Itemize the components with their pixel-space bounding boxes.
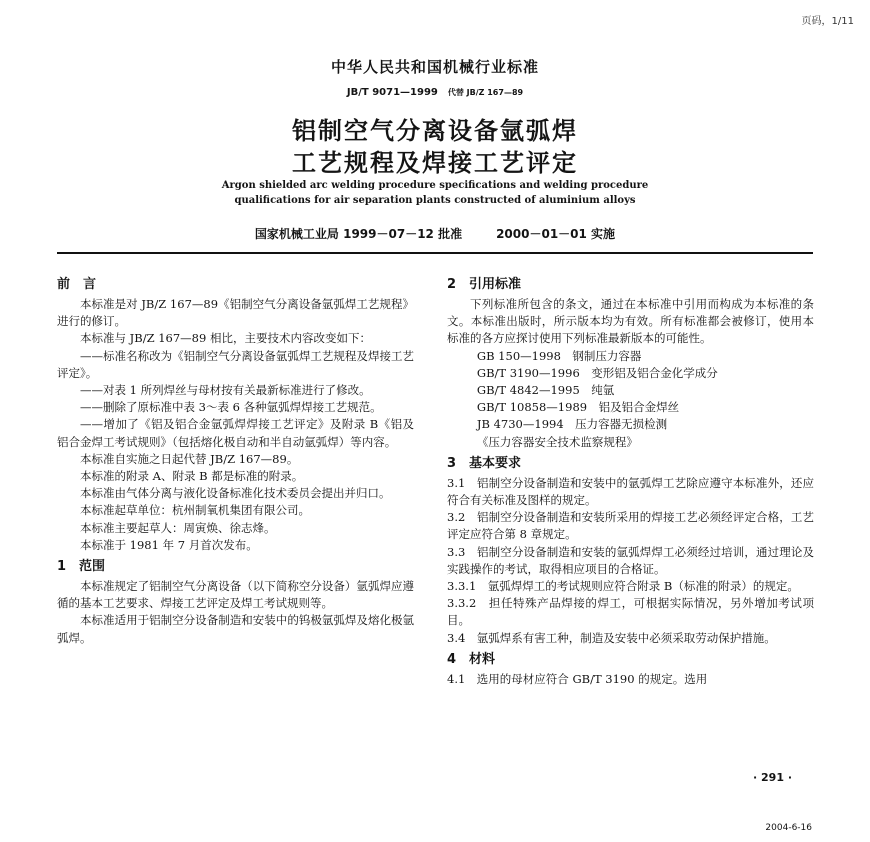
references-intro: 下列标准所包含的条文，通过在本标准中引用而构成为本标准的条文。本标准出版时，所示版本均为有效。所有标准都会被修订，使用本标准的各方应探讨使用下列标准最新版本的可能性。: [447, 297, 814, 346]
clause-3-1: 3.1 铝制空分设备制造和安装中的氩弧焊工艺除应遵守本标准外，还应符合有关标准及图样的规定。: [447, 475, 814, 508]
foreword-paragraph: 本标准自实施之日起代替 JB/Z 167—89。: [80, 451, 299, 466]
page-number: · 291 ·: [753, 771, 792, 784]
foreword-paragraph: 本标准于 1981 年 7 月首次发布。: [80, 537, 258, 552]
section-2-heading: 2 引用标准: [447, 277, 522, 292]
section-1-heading: 1 范围: [57, 559, 106, 575]
approval-dates: [0, 225, 870, 242]
reference-item: GB/T 4842—1995 纯氩: [476, 383, 615, 398]
clause-4-1: 4.1 选用的母材应符合 GB/T 3190 的规定。选用: [447, 671, 708, 686]
left-column: [57, 272, 414, 647]
reference-item: JB 4730—1994 压力容器无损检测: [476, 417, 668, 432]
foreword-paragraph: 本标准主要起草人：周寅焕、徐志烽。: [80, 520, 276, 535]
foreword-paragraph: ——增加了《铝及铝合金氩弧焊焊接工艺评定》及附录 B《铝及铝合金焊工考试规则》（包括熔化极自动和半自动氩弧焊）等内容。: [57, 417, 414, 449]
approval-date: 国家机械工业局 1999－07－12 批准: [254, 227, 463, 241]
footer-date: 2004-6-16: [765, 823, 812, 833]
page-indicator: 页码，1/11: [801, 16, 854, 27]
foreword-paragraph: ——删除了原标准中表 3～表 6 各种氩弧焊焊接工艺规范。: [80, 400, 382, 415]
foreword-paragraph: 本标准由气体分离与液化设备标准化技术委员会提出并归口。: [80, 486, 391, 501]
foreword-paragraph: ——标准名称改为《铝制空气分离设备氩弧焊工艺规程及焊接工艺评定》。: [57, 348, 414, 380]
clause-3-4: 3.4 氩弧焊系有害工种，制造及安装中必须采取劳动保护措施。: [447, 630, 776, 645]
reference-item: GB/T 3190—1996 变形铝及铝合金化学成分: [476, 365, 718, 380]
standard-code-line: [0, 87, 870, 98]
english-title-line-2: qualifications for air separation plants constructed of aluminium alloys: [234, 195, 636, 206]
right-column: [447, 272, 814, 688]
title-line-2: 工艺规程及焊接工艺评定: [292, 149, 578, 177]
foreword-paragraph: 本标准的附录 A、附录 B 都是标准的附录。: [80, 469, 304, 484]
foreword-paragraph: 本标准起草单位：杭州制氧机集团有限公司。: [80, 503, 310, 518]
header-divider: [57, 252, 813, 254]
scope-paragraph: 本标准适用于铝制空分设备制造和安装中的钨极氩弧焊及熔化极氩弧焊。: [57, 613, 414, 645]
clause-3-3-1: 3.3.1 氩弧焊焊工的考试规则应符合附录 B（标准的附录）的规定。: [447, 579, 799, 594]
clause-3-3-2: 3.3.2 担任特殊产品焊接的焊工，可根据实际情况，另外增加考试项目。: [447, 596, 814, 628]
foreword-paragraph: 本标准是对 JB/Z 167—89《铝制空气分离设备氩弧焊工艺规程》进行的修订。: [57, 297, 414, 329]
reference-item: GB 150—1998 钢制压力容器: [476, 348, 642, 363]
standard-name: 中华人民共和国机械行业标准: [330, 58, 539, 76]
scope-paragraph: 本标准规定了铝制空气分离设备（以下简称空分设备）氩弧焊应遵循的基本工艺要求、焊接工艺评定及焊工考试规则等。: [57, 579, 414, 611]
clause-3-3: 3.3 铝制空分设备制造和安装的氩弧焊焊工必须经过培训，通过理论及实践操作的考试，取得相应项目的合格证。: [447, 544, 814, 576]
reference-item: 《压力容器安全技术监察规程》: [476, 434, 638, 449]
section-3-heading: 3 基本要求: [447, 455, 522, 471]
clause-3-2: 3.2 铝制空分设备制造和安装所采用的焊接工艺必须经评定合格，工艺评定应符合第 8 章规定。: [447, 510, 814, 542]
english-title-line-1: Argon shielded arc welding procedure specifications and welding procedure: [221, 180, 649, 191]
implementation-date: 2000－01－01 实施: [496, 227, 616, 241]
foreword-paragraph: ——对表 1 所列焊丝与母材按有关最新标准进行了修改。: [80, 383, 371, 398]
title-line-1: 铝制空气分离设备氩弧焊: [292, 117, 578, 145]
standard-code: JB/T 9071—1999: [346, 87, 438, 98]
section-4-heading: 4 材料: [447, 651, 496, 667]
replaces-note: 代替 JB/Z 167—89: [447, 88, 524, 97]
foreword-paragraph: 本标准与 JB/Z 167—89 相比，主要技术内容改变如下：: [80, 331, 371, 346]
foreword-heading: 前 言: [57, 277, 97, 292]
reference-item: GB/T 10858—1989 铝及铝合金焊丝: [476, 400, 680, 415]
